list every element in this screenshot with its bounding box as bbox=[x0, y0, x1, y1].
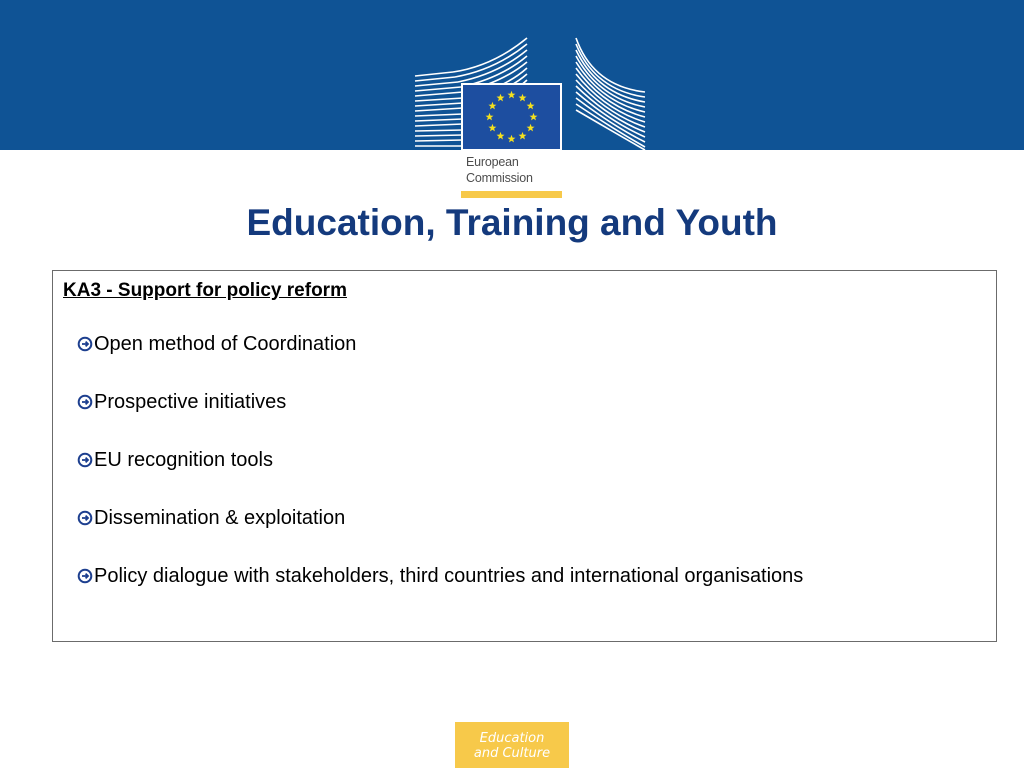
circled-arrow-right-icon bbox=[77, 336, 93, 352]
list-item-text: Dissemination & exploitation bbox=[94, 506, 346, 529]
circled-arrow-right-icon bbox=[77, 510, 93, 526]
bullet-list bbox=[77, 331, 803, 621]
list-item-text: EU recognition tools bbox=[94, 448, 273, 471]
logo-wordmark bbox=[463, 152, 562, 190]
list-item bbox=[77, 331, 803, 357]
box-heading: KA3 - Support for policy reform bbox=[63, 280, 347, 301]
footer-line-education: Education bbox=[479, 731, 545, 746]
logo-line-commission: Commission bbox=[466, 171, 533, 185]
list-item bbox=[77, 447, 803, 473]
list-item bbox=[77, 563, 803, 589]
list-item bbox=[77, 505, 803, 531]
list-item-text: Policy dialogue with stakeholders, third countries and international organisations bbox=[94, 564, 804, 587]
footer-badge bbox=[455, 722, 569, 768]
circled-arrow-right-icon bbox=[77, 394, 93, 410]
list-item-text: Open method of Coordination bbox=[94, 332, 357, 355]
logo-line-european: European bbox=[466, 155, 519, 169]
circled-arrow-right-icon bbox=[77, 452, 93, 468]
european-commission-logo bbox=[413, 36, 648, 200]
circled-arrow-right-icon bbox=[77, 568, 93, 584]
list-item-text: Prospective initiatives bbox=[94, 390, 287, 413]
content-box bbox=[52, 270, 997, 642]
list-item bbox=[77, 389, 803, 415]
slide-title: Education, Training and Youth bbox=[246, 202, 778, 243]
footer-line-culture: and Culture bbox=[473, 746, 551, 761]
